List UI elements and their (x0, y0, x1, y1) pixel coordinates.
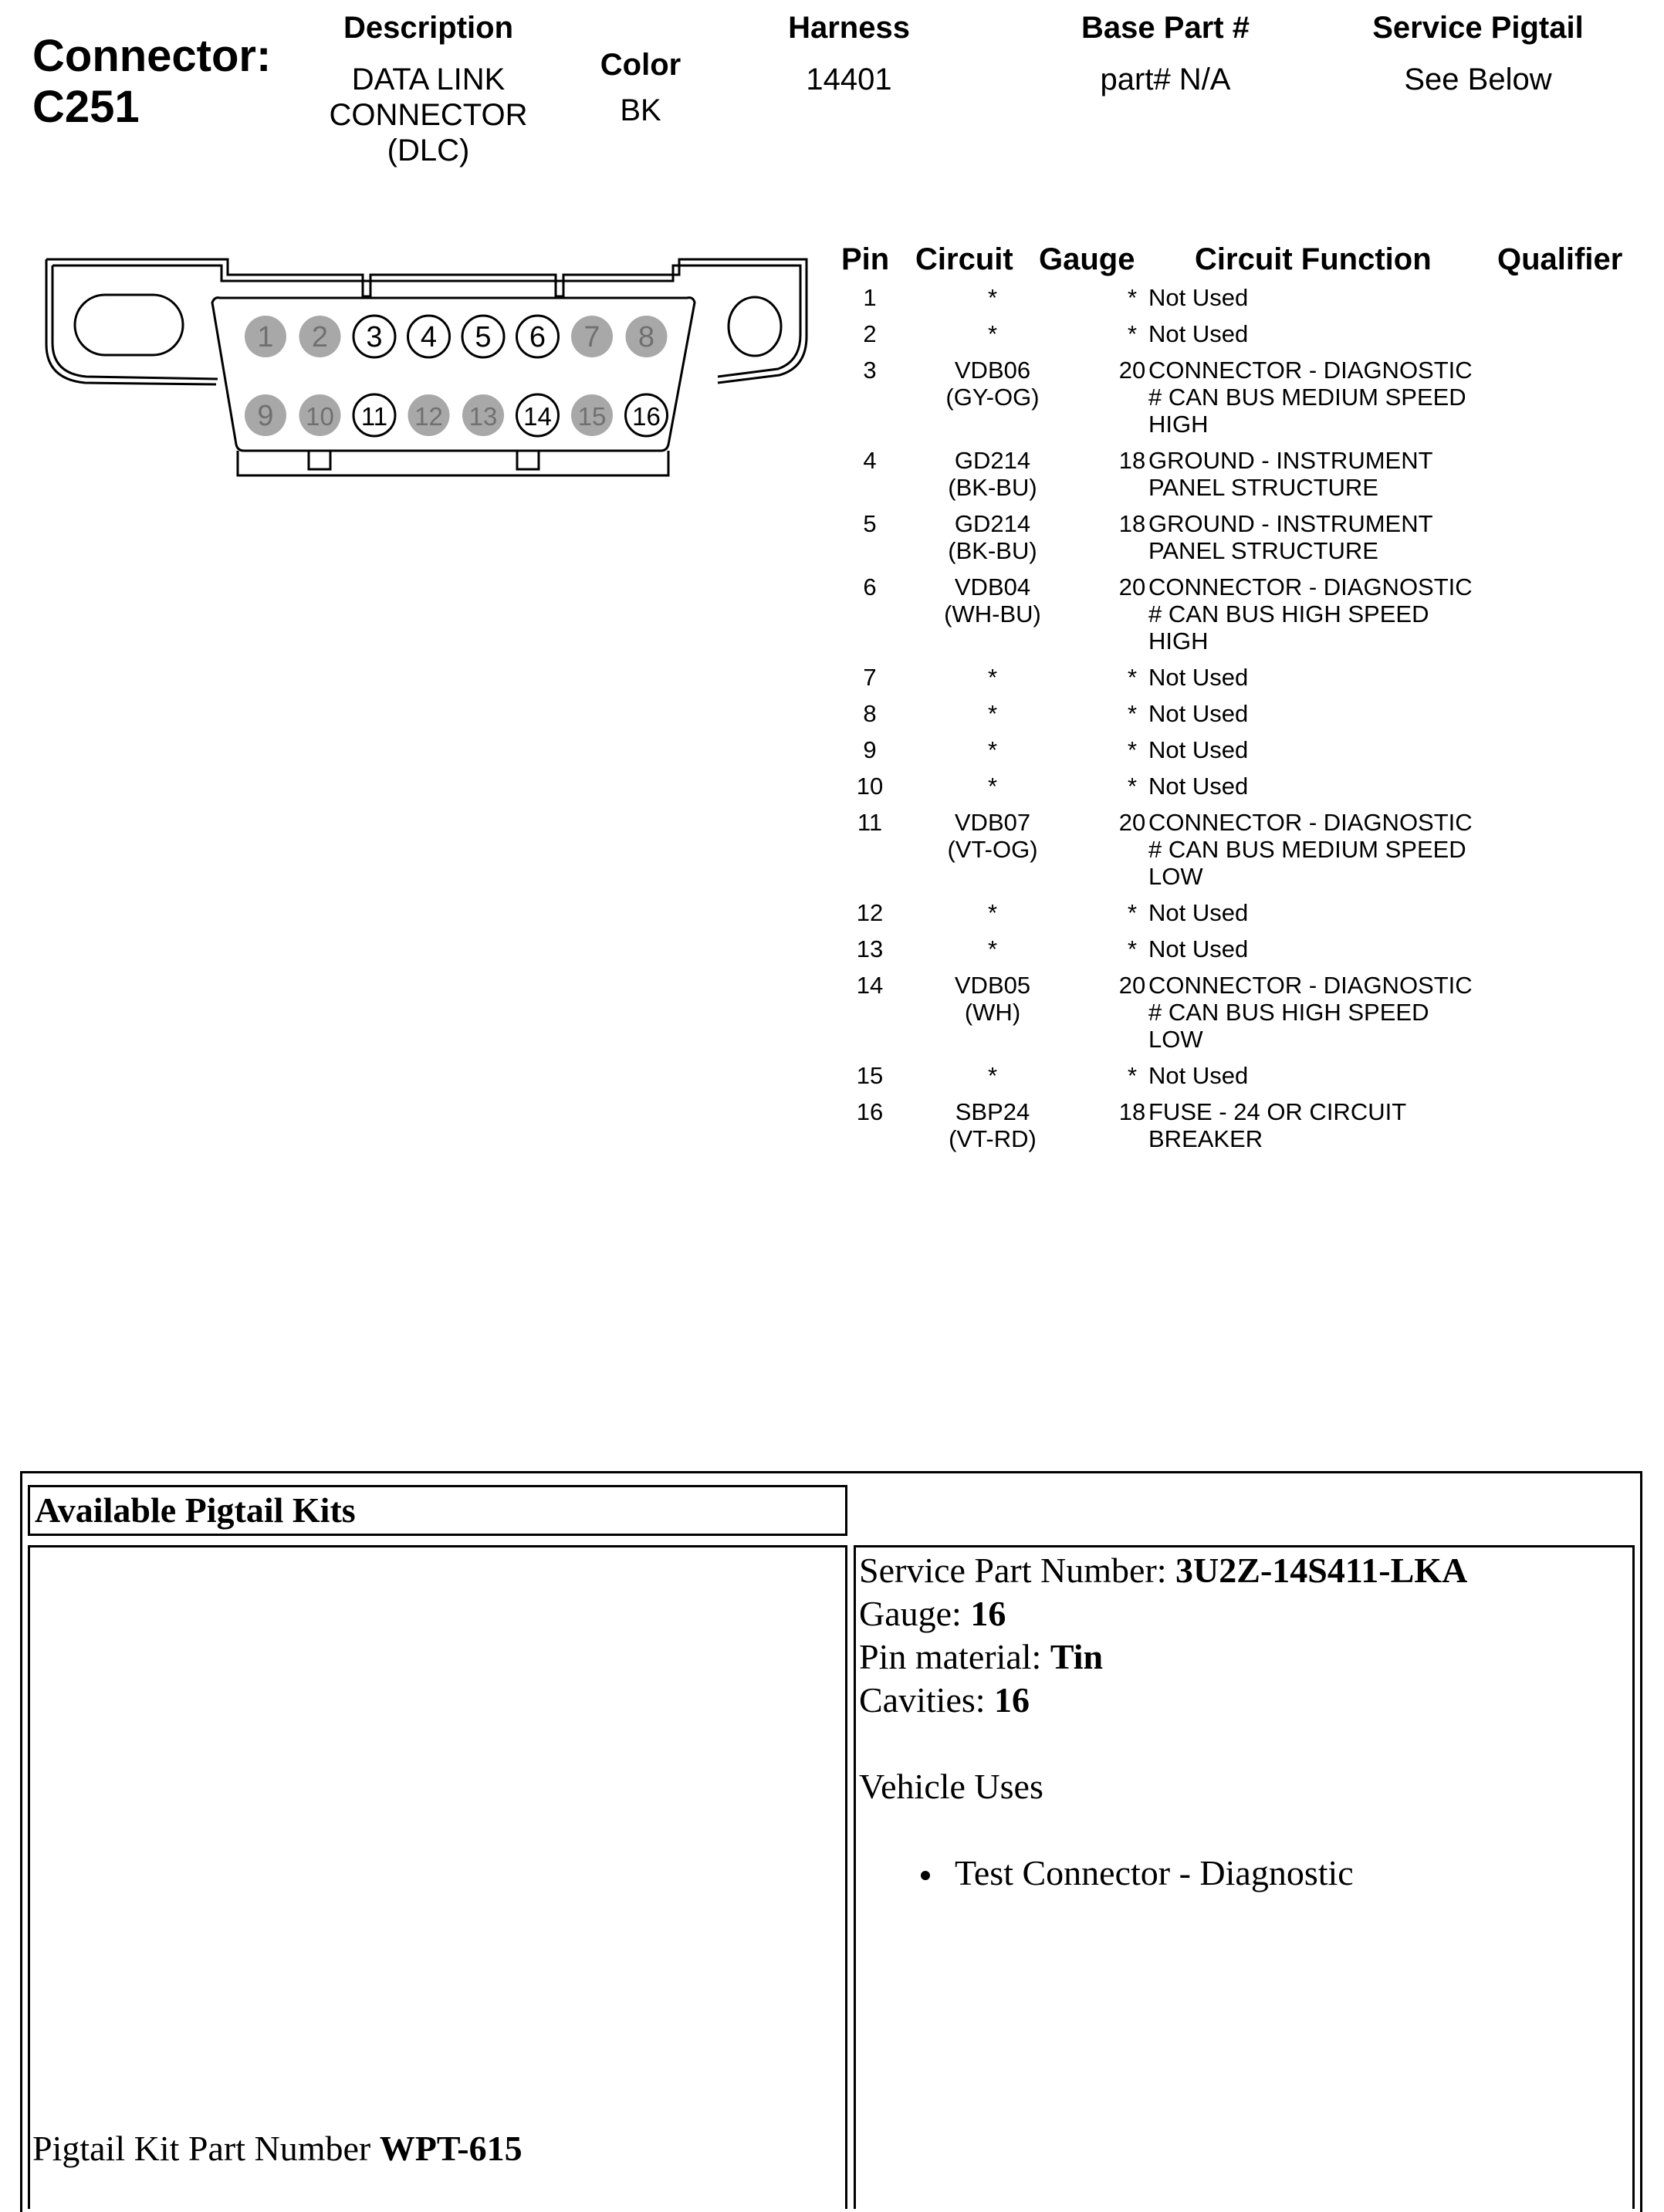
connector-id: C251 (32, 82, 140, 132)
function-cell: CONNECTOR - DIAGNOSTIC # CAN BUS MEDIUM SPEED LOW (1148, 809, 1473, 890)
gauge-cell: * (1127, 700, 1138, 727)
table-row (832, 809, 1650, 890)
pin-14 (517, 394, 559, 436)
pin-16 (626, 394, 668, 436)
function-cell: Not Used (1148, 284, 1249, 311)
base-part-column (1042, 9, 1289, 97)
circuit-cell: VDB07 (VT-OG) (947, 809, 1038, 863)
circuit-cell: * (987, 664, 998, 691)
gauge-cell: * (1127, 899, 1138, 926)
description-line-3: (DLC) (387, 134, 470, 167)
circuit-function-header: Circuit Function (1195, 242, 1432, 276)
table-row (832, 700, 1650, 727)
pin-number: 3 (366, 321, 383, 353)
pin-cell: 15 (856, 1062, 884, 1089)
circuit-cell: VDB05 (WH) (954, 972, 1031, 1026)
connector-title (32, 31, 271, 133)
pin-cell: 10 (856, 773, 884, 800)
circuit-cell: * (987, 773, 998, 800)
pin-9 (245, 394, 286, 436)
pin-cell: 4 (863, 447, 877, 474)
circuit-cell: * (987, 700, 998, 727)
vehicle-uses-label: Vehicle Uses (859, 1767, 1043, 1806)
gauge-cell: 20 (1118, 357, 1146, 384)
pigtail-details (854, 1545, 1635, 2209)
pin-15 (571, 394, 613, 436)
pin-cell: 16 (856, 1098, 884, 1125)
pin-number: 1 (257, 321, 274, 353)
pin-number: 10 (306, 402, 334, 431)
pin-cell: 7 (863, 664, 877, 691)
pin-13 (462, 394, 504, 436)
table-row (832, 1062, 1650, 1089)
function-cell: GROUND - INSTRUMENT PANEL STRUCTURE (1148, 447, 1433, 501)
gauge-cell: * (1127, 284, 1138, 311)
service-pigtail-label: Service Pigtail (1372, 11, 1584, 45)
circuit-cell: VDB04 (WH-BU) (944, 573, 1041, 627)
gauge-cell: * (1127, 935, 1138, 962)
cavities-value: 16 (994, 1680, 1030, 1720)
service-pigtail-value: See Below (1404, 63, 1552, 96)
table-row (832, 510, 1650, 564)
color-column (571, 46, 710, 128)
pin-8 (626, 316, 668, 357)
description-line-2: CONNECTOR (329, 98, 528, 132)
circuit-cell: * (987, 935, 998, 962)
pin-5 (462, 316, 504, 357)
gauge-cell: * (1127, 736, 1138, 763)
pin-row-bottom (245, 394, 668, 436)
function-cell: Not Used (1148, 1062, 1249, 1089)
pin-number: 9 (257, 400, 274, 432)
pin-row-top (245, 316, 668, 357)
pin-number: 13 (468, 402, 498, 431)
service-pigtail-column (1343, 9, 1613, 97)
function-cell: Not Used (1148, 935, 1249, 962)
pin-10 (299, 394, 341, 436)
circuit-header: Circuit (915, 242, 1013, 276)
table-row (832, 899, 1650, 926)
circuit-cell: * (987, 320, 998, 347)
pigtail-image-area (28, 1545, 847, 2209)
pin-number: 5 (475, 321, 492, 353)
gauge-cell: 20 (1118, 972, 1146, 999)
gauge-value: 16 (970, 1594, 1006, 1633)
gauge-cell: * (1127, 664, 1138, 691)
harness-column (733, 9, 965, 97)
pin-cell: 12 (856, 899, 884, 926)
pin-number: 6 (529, 321, 546, 353)
gauge-cell: 18 (1118, 510, 1146, 537)
function-cell: Not Used (1148, 773, 1249, 800)
function-cell: Not Used (1148, 736, 1249, 763)
description-line-1: DATA LINK (351, 63, 506, 96)
pin-cell: 9 (863, 736, 877, 763)
pin-12 (408, 394, 450, 436)
table-row (832, 664, 1650, 691)
connector-face-diagram (39, 252, 818, 483)
service-part-value: 3U2Z-14S411-LKA (1175, 1551, 1468, 1590)
circuit-cell: SBP24 (VT-RD) (949, 1098, 1037, 1152)
pin-cell: 11 (857, 809, 883, 836)
pin-number: 11 (360, 402, 388, 431)
pin-number: 14 (523, 402, 552, 431)
pin-cell: 8 (863, 700, 877, 727)
gauge-cell: 20 (1118, 573, 1146, 600)
cavities-label: Cavities: (859, 1680, 995, 1720)
pin-number: 16 (632, 402, 661, 431)
gauge-header: Gauge (1039, 242, 1135, 276)
pin-4 (408, 316, 450, 357)
gauge-cell: * (1127, 1062, 1138, 1089)
table-row (832, 935, 1650, 962)
function-cell: Not Used (1148, 320, 1249, 347)
function-cell: CONNECTOR - DIAGNOSTIC # CAN BUS HIGH SPEED HIGH (1148, 573, 1473, 654)
cavities-line (859, 1679, 1632, 1722)
table-row (832, 573, 1650, 654)
gauge-line (859, 1592, 1632, 1635)
pin-number: 8 (638, 321, 655, 353)
pin-material-label: Pin material: (859, 1637, 1050, 1676)
color-label: Color (600, 48, 681, 82)
color-value: BK (620, 93, 661, 127)
pin-material-line (859, 1635, 1632, 1679)
pin-number: 7 (583, 321, 600, 353)
pin-number: 15 (577, 402, 607, 431)
function-cell: Not Used (1148, 664, 1249, 691)
pigtail-kit-part (32, 2127, 523, 2170)
service-part-label: Service Part Number: (859, 1551, 1176, 1590)
circuit-cell: * (987, 736, 998, 763)
base-part-value: part# N/A (1100, 63, 1231, 96)
table-row (832, 320, 1650, 347)
pin-7 (571, 316, 613, 357)
base-part-label: Base Part # (1081, 11, 1250, 45)
circuit-cell: * (987, 1062, 998, 1089)
function-cell: GROUND - INSTRUMENT PANEL STRUCTURE (1148, 510, 1433, 564)
pin-cell: 2 (863, 320, 877, 347)
table-row (832, 357, 1650, 438)
pin-cell: 5 (863, 510, 877, 537)
gauge-cell: * (1127, 773, 1138, 800)
pin-2 (299, 316, 341, 357)
pin-6 (517, 316, 559, 357)
function-cell: CONNECTOR - DIAGNOSTIC # CAN BUS MEDIUM SPEED HIGH (1148, 357, 1473, 438)
pin-number: 4 (420, 321, 438, 353)
pin-number: 2 (311, 321, 329, 353)
gauge-cell: 18 (1118, 447, 1146, 474)
vehicle-use-item: Test Connector - Diagnostic (859, 1852, 1632, 1895)
gauge-cell: * (1127, 320, 1138, 347)
function-cell: Not Used (1148, 899, 1249, 926)
table-row (832, 736, 1650, 763)
function-cell: FUSE - 24 OR CIRCUIT BREAKER (1148, 1098, 1407, 1152)
pin-11 (353, 394, 395, 436)
harness-value: 14401 (806, 63, 892, 96)
pin-cell: 14 (856, 972, 884, 999)
pin-cell: 6 (863, 573, 877, 600)
circuit-cell: * (987, 284, 998, 311)
function-cell: Not Used (1148, 700, 1249, 727)
gauge-label: Gauge: (859, 1594, 971, 1633)
pin-header: Pin (841, 242, 890, 276)
description-column (301, 9, 556, 168)
table-row (832, 1098, 1650, 1152)
connector-housing (46, 259, 807, 475)
description-label: Description (343, 11, 514, 45)
table-row (832, 773, 1650, 800)
pin-cell: 13 (856, 935, 884, 962)
table-row (832, 284, 1650, 311)
circuit-cell: GD214 (BK-BU) (948, 510, 1037, 564)
circuit-cell: * (987, 899, 998, 926)
pin-3 (353, 316, 395, 357)
circuit-cell: VDB06 (GY-OG) (945, 357, 1040, 411)
qualifier-header: Qualifier (1497, 242, 1623, 276)
kit-part-label: Pigtail Kit Part Number (32, 2129, 380, 2168)
pigtail-kits-title: Available Pigtail Kits (28, 1485, 847, 1536)
pin-cell: 3 (863, 357, 877, 384)
table-row (832, 972, 1650, 1053)
service-part-line (859, 1549, 1632, 1592)
pin-cell: 1 (863, 284, 877, 311)
connector-label: Connector: (32, 31, 272, 81)
pin-material-value: Tin (1050, 1637, 1104, 1676)
circuit-cell: GD214 (BK-BU) (948, 447, 1037, 501)
harness-label: Harness (788, 11, 910, 45)
table-row (832, 447, 1650, 501)
pin-number: 12 (414, 402, 443, 431)
pin-1 (245, 316, 286, 357)
function-cell: CONNECTOR - DIAGNOSTIC # CAN BUS HIGH SPEED LOW (1148, 972, 1473, 1053)
kit-part-value: WPT-615 (379, 2129, 523, 2168)
gauge-cell: 18 (1118, 1098, 1146, 1125)
gauge-cell: 20 (1118, 809, 1146, 836)
